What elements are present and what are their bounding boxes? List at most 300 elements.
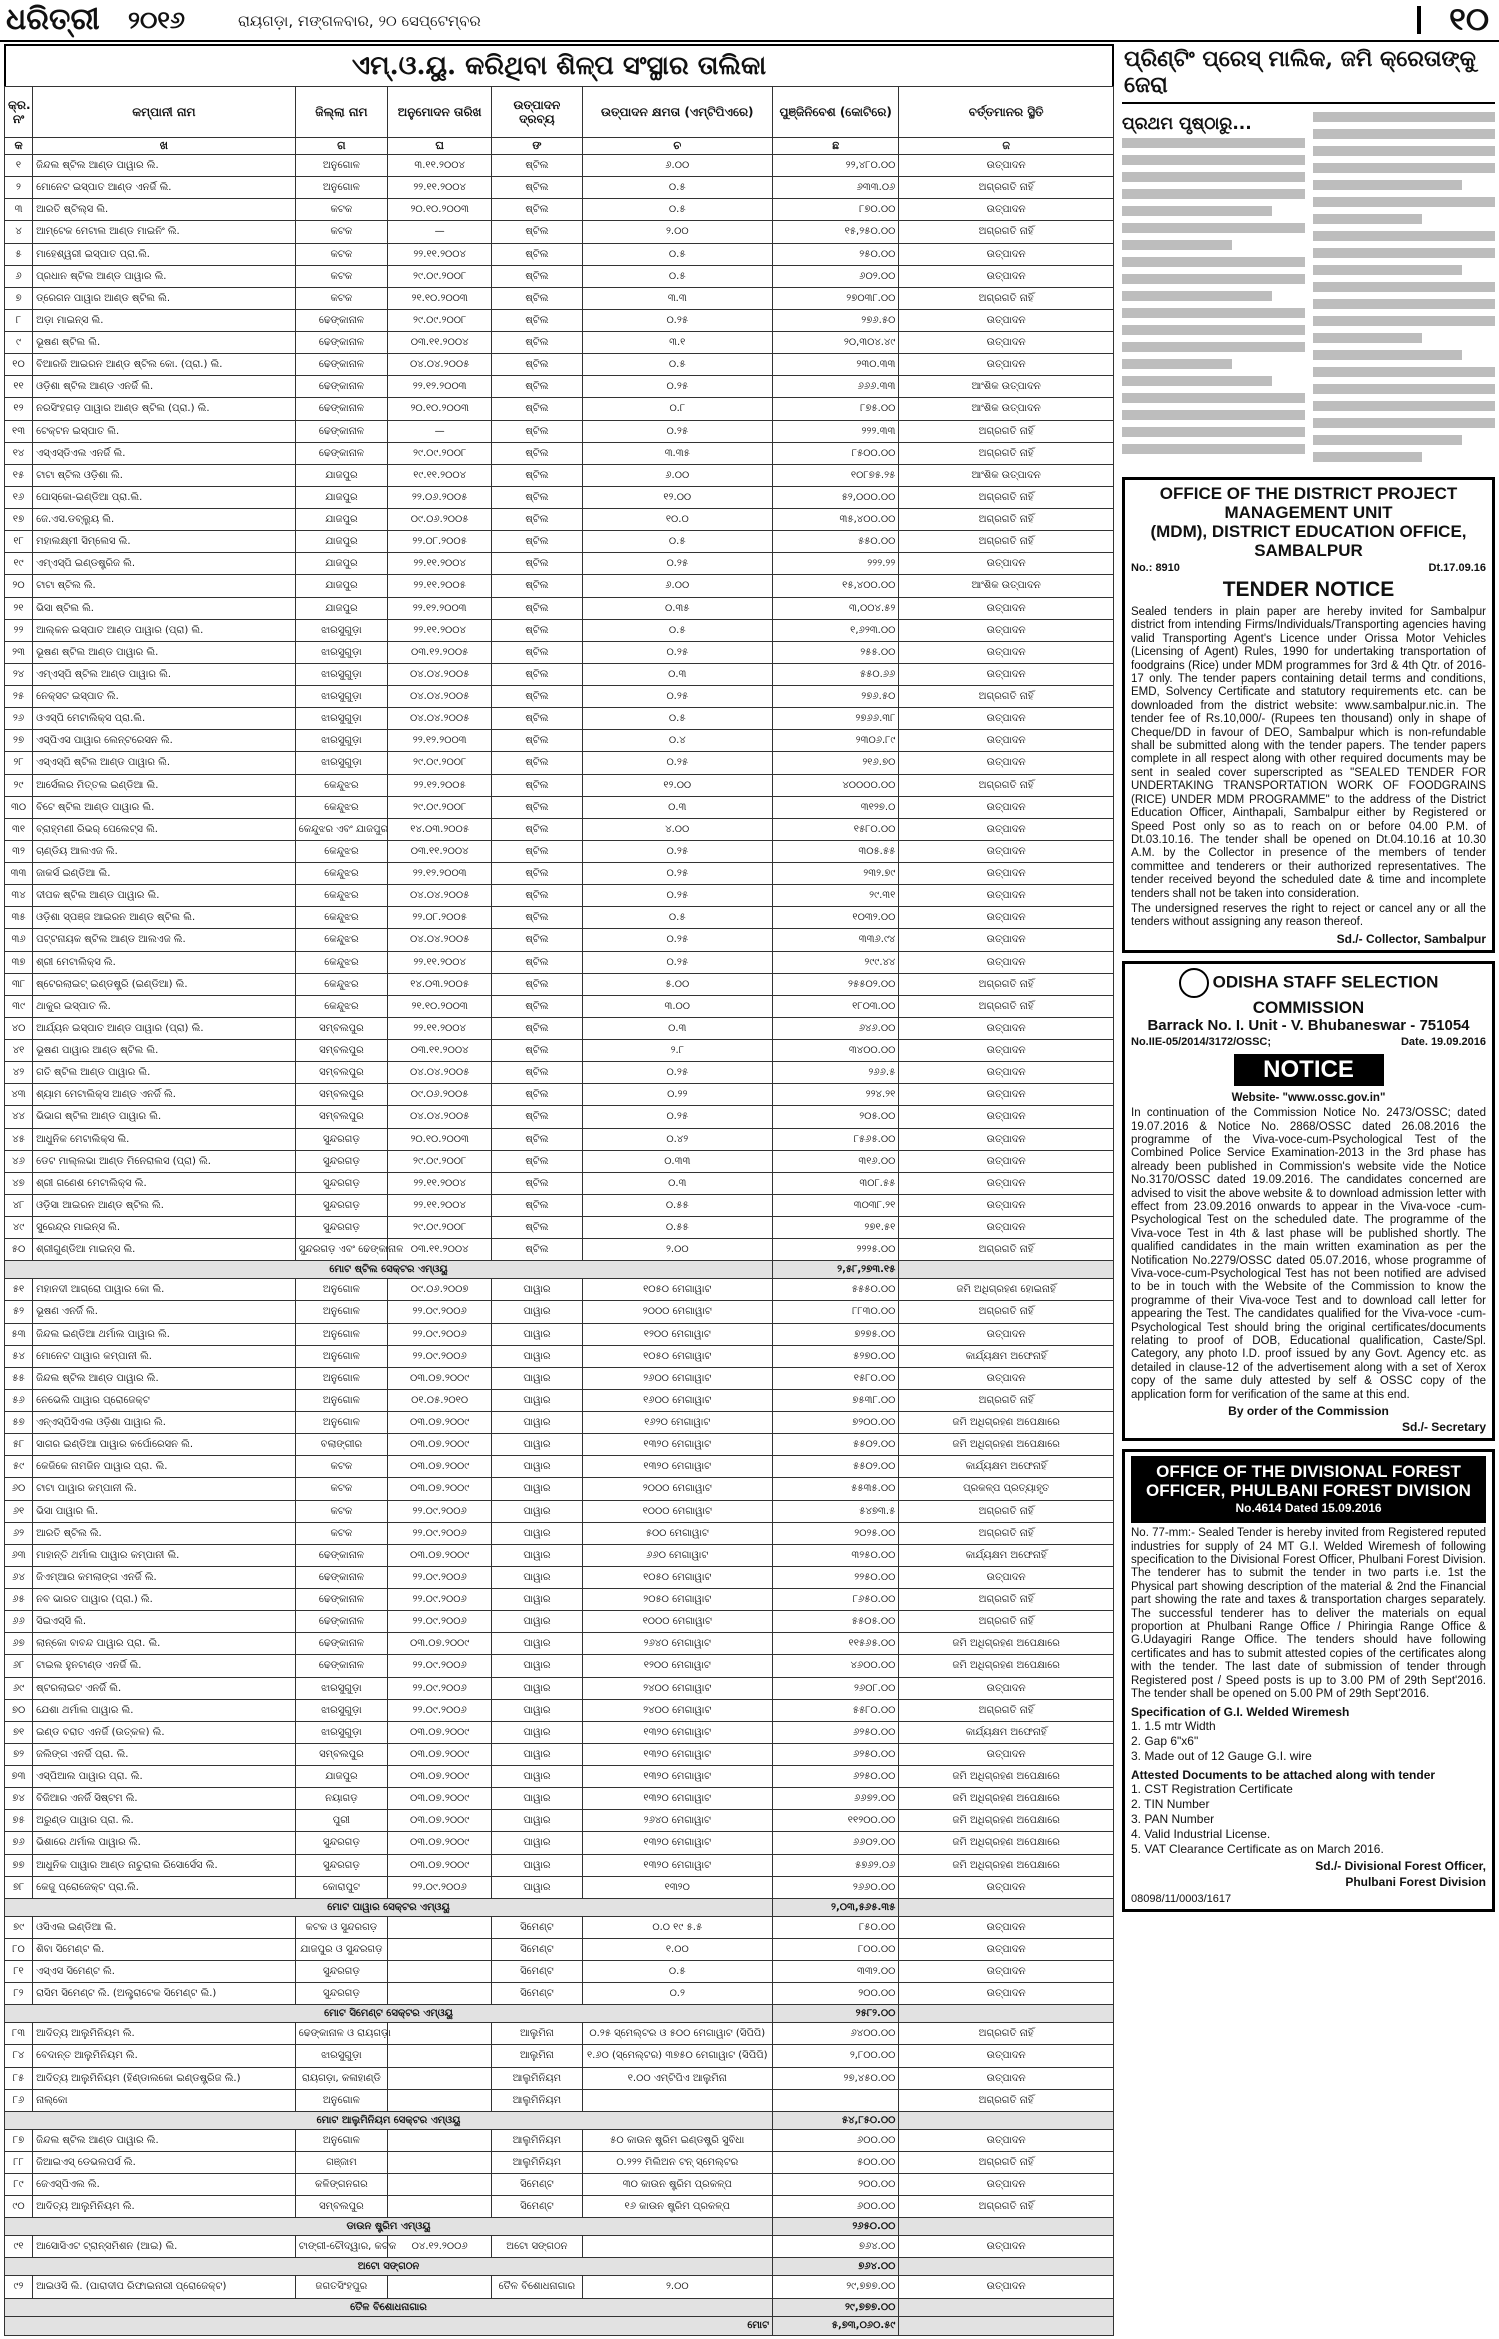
table-cell: ଏମ୍‌ଏସ୍‌ପି ଷ୍ଟିଲ ଆଣ୍ଡ ପାୱାର ଲି. — [33, 663, 296, 685]
table-cell: ମୋନେଟ ପାୱାର କମ୍ପାନୀ ଲି. — [33, 1345, 296, 1367]
table-cell: ଉତ୍ପାଦନ — [899, 1150, 1114, 1172]
table-row — [5, 1194, 1114, 1216]
subtotal-value: ୨୯,୭୭୭.୦୦ — [773, 2298, 899, 2316]
table-cell: ୮୭୦.୦୦ — [773, 199, 899, 221]
table-cell: ଷ୍ଟିଲ — [492, 885, 582, 907]
table-row — [5, 1017, 1114, 1039]
table-cell: ଆଂଶିକ ଉତ୍ପାଦନ — [899, 575, 1114, 597]
table-row — [5, 2045, 1114, 2067]
table-cell: ୨୬୬.୫ — [773, 1062, 899, 1084]
table-cell — [388, 2129, 492, 2151]
table-cell: ୨୨.୧୧.୨୦୦୪ — [388, 951, 492, 973]
table-cell — [388, 2089, 492, 2111]
table-cell: ନେଭେଲି ପାୱାର ପ୍ରୋଜେକ୍ଟ — [33, 1389, 296, 1411]
list-item: 1. CST Registration Certificate — [1131, 1782, 1293, 1797]
table-cell: ସିମେଣ୍ଟ — [492, 1983, 582, 2005]
table-cell: ସିମେଣ୍ଟ — [492, 1938, 582, 1960]
table-cell: ୮୮ — [5, 2151, 33, 2173]
table-cell: ୦.୨ — [582, 1983, 773, 2005]
table-cell: ଆଂଶିକ ଉତ୍ପାଦନ — [899, 398, 1114, 420]
table-cell: ପାୱାର — [492, 1655, 582, 1677]
table-cell: ୨୨.୦୯.୨୦୦୬ — [388, 1655, 492, 1677]
table-cell: ସୁନ୍ଦରଗଡ଼ — [295, 1172, 387, 1194]
table-cell: ୫.୦୦ — [582, 973, 773, 995]
table-cell: ୦.୩୫ — [582, 597, 773, 619]
table-cell: ଅଗ୍ରଗତି ନାହିଁ — [899, 287, 1114, 309]
article-text-line — [1122, 274, 1305, 284]
table-cell: ୨୨.୧୧.୨୦୦୪ — [388, 553, 492, 575]
table-cell: ଉତ୍ପାଦନ — [899, 265, 1114, 287]
table-cell: ପାୱାର — [492, 1743, 582, 1765]
table-cell: ୦.୫ — [582, 199, 773, 221]
table-row — [5, 663, 1114, 685]
table-cell: ଭିଭାଗ ଷ୍ଟିଲ ଆଣ୍ଡ ପାୱାର ଲି. — [33, 1106, 296, 1128]
table-cell: ୫୭ — [5, 1412, 33, 1434]
table-cell: ୩୦ କାଉନ ଷ୍ଟ୍ରିମ ପ୍ରକଳ୍ପ — [582, 2174, 773, 2196]
table-cell: ୦.୨୫ — [582, 863, 773, 885]
table-cell: ଅଗ୍ରଗତି ନାହିଁ — [899, 1699, 1114, 1721]
table-cell: ଜିଆଇଏସ୍ ଡେଭଲପର୍ସ ଲି. — [33, 2151, 296, 2173]
table-cell: ୫୨ — [5, 1301, 33, 1323]
article-text-line — [1122, 206, 1272, 216]
table-cell: ୧୪ — [5, 442, 33, 464]
table-cell: ଷ୍ଟିଲ — [492, 464, 582, 486]
table-cell: କେନ୍ଦୁଝର — [295, 796, 387, 818]
table-cell: ୨୫୫.୦୦ — [773, 641, 899, 663]
table-cell: ୬୬ — [5, 1611, 33, 1633]
table-cell: ସମ୍ବଲପୁର — [295, 1743, 387, 1765]
article-text-line — [1313, 384, 1496, 394]
table-cell: ଦୀପକ ଷ୍ଟିଲ ଆଣ୍ଡ ପାୱାର ଲି. — [33, 885, 296, 907]
table-cell: ଷ୍ଟିଲ — [492, 376, 582, 398]
table-cell: ୪୮ — [5, 1194, 33, 1216]
table-cell: ୧୬ କାଉନ ଷ୍ଟ୍ରିମ ପ୍ରକଳ୍ପ — [582, 2196, 773, 2218]
table-cell: ଉତ୍ପାଦନ — [899, 553, 1114, 575]
article-text-line — [1313, 282, 1496, 292]
table-cell: କଟକ — [295, 243, 387, 265]
table-cell: ପାୱାର — [492, 1389, 582, 1411]
table-cell: ୮୯ — [5, 2174, 33, 2196]
table-row — [5, 2023, 1114, 2045]
table-cell: ୩୧ — [5, 818, 33, 840]
table-cell: ୨୨୪.୨୧ — [773, 1084, 899, 1106]
table-cell: ୨୯ — [5, 774, 33, 796]
table-cell: ୫୫୮୦.୦୦ — [773, 1699, 899, 1721]
article-text-line — [1122, 291, 1272, 301]
table-cell: ଶ୍ରୀ ଗଣେଶ ମେଟାଲିକ୍ସ ଲି. — [33, 1172, 296, 1194]
table-cell: ଷ୍ଟିଲ — [492, 509, 582, 531]
article-text-line — [1122, 240, 1232, 250]
table-cell: ଯାଜପୁର — [295, 531, 387, 553]
table-title: ଏମ୍.ଓ.ୟୁ. କରିଥିବା ଶିଳ୍ପ ସଂସ୍ଥାର ତାଲିକା — [4, 44, 1114, 86]
table-cell: ଓଡ଼ିଶା ଷ୍ଟିଲ ଆଣ୍ଡ ଏନର୍ଜି ଲି. — [33, 376, 296, 398]
table-row — [5, 420, 1114, 442]
table-row — [5, 2236, 1114, 2258]
table-cell: ୨୨.୦୯.୨୦୦୬ — [388, 1500, 492, 1522]
table-cell: ଉତ୍ପାଦନ — [899, 1217, 1114, 1239]
table-cell: ୭ — [5, 287, 33, 309]
table-cell: ଷ୍ଟିଲ — [492, 774, 582, 796]
table-cell: ୮୫ — [5, 2067, 33, 2089]
subtotal-label: ଡାଉନ ଷ୍ଟ୍ରିମ ଏମ୍‌ଓୟୁ — [5, 2218, 773, 2236]
table-row — [5, 1279, 1114, 1301]
table-cell: ଏନ୍‌ଏସ୍‌ପିସିଏଲ ଓଡ଼ିଶା ପାୱାର ଲି. — [33, 1412, 296, 1434]
table-cell: ଷ୍ଟିଲ — [492, 199, 582, 221]
docs-list — [1131, 1782, 1486, 1857]
table-cell: ୭୬୪.୦୦ — [773, 2236, 899, 2258]
table-cell: ୦୩.୦୭.୨୦୦୯ — [388, 1810, 492, 1832]
table-row — [5, 973, 1114, 995]
table-row — [5, 1544, 1114, 1566]
table-cell: ୬୬୬.୩୩ — [773, 376, 899, 398]
subtotal-row — [5, 2258, 1114, 2276]
table-cell: ୩୪୦୦.୦୦ — [773, 1040, 899, 1062]
table-row — [5, 199, 1114, 221]
table-cell: ୨୮ — [5, 752, 33, 774]
table-cell: ଷ୍ଟିଲ — [492, 486, 582, 508]
table-row — [5, 531, 1114, 553]
table-cell: ୬.୦୦ — [582, 155, 773, 177]
table-body — [5, 155, 1114, 2336]
table-cell: ୨୨.୦୯.୨୦୦୬ — [388, 1699, 492, 1721]
table-cell: ଜମି ଅଧିଗ୍ରହଣ ଅପେକ୍ଷାରେ — [899, 1788, 1114, 1810]
table-cell: ୬୬୦ ମେଗାୱାଟ — [582, 1544, 773, 1566]
notice-body-2: The undersigned reserves the right to reject or cancel any or all the tenders without assigning any reason thereof. — [1131, 902, 1486, 929]
table-cell: ବ୍ରାହ୍ମଣୀ ରିଭର୍ ପେଲେଟ୍ସ ଲି. — [33, 818, 296, 840]
table-cell: ୨୬୦୦ ମେଗାୱାଟ — [582, 1367, 773, 1389]
table-cell: ୩୪ — [5, 885, 33, 907]
notice-code: 08098/11/0003/1617 — [1131, 1893, 1232, 1906]
table-row — [5, 1500, 1114, 1522]
table-cell: ୧୧୨୦୦.୦୦ — [773, 1810, 899, 1832]
table-cell: ୩୩୬.୯୪ — [773, 929, 899, 951]
table-cell: ୫୫୦.୬୬ — [773, 663, 899, 685]
table-cell: ୦.୫୫ — [582, 1194, 773, 1216]
table-cell: ଅଡ଼ା ମାଇନ୍ସ ଲି. — [33, 309, 296, 331]
table-cell: ୮୫୦.୦୦ — [773, 1916, 899, 1938]
article-text-line — [1122, 155, 1305, 165]
table-cell: ଏସ୍‌ଏସ୍‌ପି ଷ୍ଟିଲ ଆଣ୍ଡ ପାୱାର ଲି. — [33, 752, 296, 774]
table-cell: ପାୱାର — [492, 1367, 582, 1389]
table-row — [5, 1062, 1114, 1084]
table-cell: ୧୫୮୦.୦୦ — [773, 1367, 899, 1389]
subtotal-label: ମୋଟ ଷ୍ଟିଲ ସେକ୍ଟର ଏମ୍‌ଓୟୁ — [5, 1261, 773, 1279]
table-cell: ୨୩ — [5, 641, 33, 663]
table-cell: ଗତି ଷ୍ଟିଲ ଆଣ୍ଡ ପାୱାର ଲି. — [33, 1062, 296, 1084]
list-item: 1. 1.5 mtr Width — [1131, 1719, 1216, 1734]
table-cell: ପାୱାର — [492, 1721, 582, 1743]
table-row — [5, 1961, 1114, 1983]
table-row — [5, 951, 1114, 973]
table-cell: ୪୫ — [5, 1128, 33, 1150]
table-cell: ଉତ୍ପାଦନ — [899, 1566, 1114, 1588]
table-cell: ଜମି ଅଧିଗ୍ରହଣ ଅପେକ୍ଷାରେ — [899, 1412, 1114, 1434]
table-cell: ୨.୮ — [582, 1040, 773, 1062]
table-cell: ୯୨ — [5, 2276, 33, 2298]
notice-title: NOTICE — [1234, 1054, 1384, 1086]
column-header: ଉତ୍ପାଦନ ଦ୍ରବ୍ୟ — [492, 87, 582, 138]
table-row — [5, 177, 1114, 199]
table-cell: ୨୭୬.୫୦ — [773, 309, 899, 331]
table-row — [5, 1788, 1114, 1810]
article-text-line — [1313, 231, 1496, 241]
table-cell: ଓଏସ୍‌ପି ମେଟାଲିକ୍ସ ପ୍ରା.ଲି. — [33, 708, 296, 730]
forest-tender-notice — [1122, 1449, 1495, 1912]
table-cell: ଷ୍ଟିଲ — [492, 398, 582, 420]
table-cell: ନୟାଗଡ଼ — [295, 1788, 387, 1810]
table-cell: ଉତ୍ପାଦନ — [899, 2276, 1114, 2298]
subtotal-label: ମୋଟ ଆଲୁମିନିୟମ ସେକ୍ଟର ଏମ୍‌ଓୟୁ — [5, 2111, 773, 2129]
table-cell: ଝାରସୁଗୁଡ଼ା — [295, 1699, 387, 1721]
table-cell: ଅଟୋ ସଙ୍ଗଠନ — [492, 2236, 582, 2258]
table-cell: ଷ୍ଟିଲ — [492, 863, 582, 885]
table-cell: ସୁନ୍ଦରଗଡ଼ — [295, 1961, 387, 1983]
table-cell — [582, 2089, 773, 2111]
table-cell: ୧୦.୦ — [582, 509, 773, 531]
table-row — [5, 509, 1114, 531]
table-cell: ଶିବା ସିମେଣ୍ଟ ଲି. — [33, 1938, 296, 1960]
table-row — [5, 1040, 1114, 1062]
notice-header — [1131, 968, 1486, 1017]
table-cell: ଷ୍ଟିଲ — [492, 1040, 582, 1062]
table-row — [5, 1412, 1114, 1434]
table-cell: ଯାଜପୁର — [295, 575, 387, 597]
table-cell: ଉତ୍ପାଦନ — [899, 1743, 1114, 1765]
table-cell: ୬୪୬.୦୦ — [773, 1017, 899, 1039]
table-cell: ୨୪୦୦ ମେଗାୱାଟ — [582, 1677, 773, 1699]
table-cell: ୨.୦୦ — [582, 2276, 773, 2298]
table-row — [5, 1434, 1114, 1456]
table-cell: ଷ୍ଟିଲ — [492, 553, 582, 575]
table-cell: ଷ୍ଟିଲ — [492, 442, 582, 464]
table-cell: କେନ୍ଦୁଝର — [295, 929, 387, 951]
table-cell: ଝାରସୁଗୁଡ଼ା — [295, 663, 387, 685]
table-cell: କାର୍ଯ୍ୟକ୍ଷମ ଅଫେନାହିଁ — [899, 1544, 1114, 1566]
table-cell: ୫୯ — [5, 1456, 33, 1478]
table-letter-row — [5, 138, 1114, 155]
table-cell: ଜମି ଅଧିଗ୍ରହଣ ଅପେକ୍ଷାରେ — [899, 1854, 1114, 1876]
table-row — [5, 1239, 1114, 1261]
article-text-line — [1313, 214, 1423, 224]
table-cell: ୮୭୫.୦୦ — [773, 398, 899, 420]
table-cell: ୦.୨୫ — [582, 951, 773, 973]
table-row — [5, 354, 1114, 376]
notice-website: Website- "www.ossc.gov.in" — [1231, 1091, 1386, 1104]
table-cell: ୨୦୫୦ ମେଗାୱାଟ — [582, 1589, 773, 1611]
table-cell: ୬୧ — [5, 1500, 33, 1522]
table-cell: ୨୨,୪୮୦.୦୦ — [773, 155, 899, 177]
table-cell: ୦୩.୦୭.୨୦୦୯ — [388, 1854, 492, 1876]
table-cell: ୭୩ — [5, 1766, 33, 1788]
table-cell: ଉତ୍ପାଦନ — [899, 885, 1114, 907]
table-cell: ୩୯ — [5, 995, 33, 1017]
article-continued: ପ୍ରଥମ ପୃଷ୍ଠାରୁ... — [1122, 114, 1252, 134]
table-row — [5, 486, 1114, 508]
table-row — [5, 376, 1114, 398]
table-cell — [899, 2005, 1114, 2023]
table-cell: ଅରୁଣ୍ଡ ପାୱାର ପ୍ରା. ଲି. — [33, 1810, 296, 1832]
table-cell: ୨୫ — [5, 686, 33, 708]
table-cell: ଯାଜପୁର — [295, 553, 387, 575]
table-cell: ୦.୨୫ — [582, 420, 773, 442]
table-cell: ମାହାନ୍ତି ଥର୍ମାଲ ପାୱାର କମ୍ପାନୀ ଲି. — [33, 1544, 296, 1566]
table-cell: ଢେଙ୍କାନାଳ — [295, 1655, 387, 1677]
table-row — [5, 1743, 1114, 1765]
column-header: ଜିଲ୍ଲା ନାମ — [295, 87, 387, 138]
table-row — [5, 1217, 1114, 1239]
table-cell: ୦୩.୦୭.୨୦୦୯ — [388, 1412, 492, 1434]
subtotal-row — [5, 2298, 1114, 2316]
table-cell: ଉତ୍ପାଦନ — [899, 951, 1114, 973]
table-cell: ୩୦ — [5, 796, 33, 818]
table-cell: ଉତ୍ପାଦନ — [899, 1961, 1114, 1983]
table-cell: ଆଲୁମିନା — [492, 2045, 582, 2067]
table-cell: ଅଗ୍ରଗତି ନାହିଁ — [899, 2196, 1114, 2218]
table-cell: ୨୯.୦୯.୨୦୦୮ — [388, 309, 492, 331]
table-cell: ୪୬ — [5, 1150, 33, 1172]
table-cell: ୦.୩ — [582, 663, 773, 685]
table-cell: ଅଗ୍ରଗତି ନାହିଁ — [899, 774, 1114, 796]
table-cell: ପୁରୀ — [295, 1810, 387, 1832]
table-cell: ଜମି ଅଧିଗ୍ରହଣ ଅପେକ୍ଷାରେ — [899, 1832, 1114, 1854]
table-cell: ୭୨୦୦.୦୦ — [773, 1412, 899, 1434]
table-cell: ଅଗ୍ରଗତି ନାହିଁ — [899, 420, 1114, 442]
table-cell: ୫୫ — [5, 1367, 33, 1389]
table-cell: ୧୦୦୦ ମେଗାୱାଟ — [582, 1611, 773, 1633]
table-cell: ଉତ୍ପାଦନ — [899, 1876, 1114, 1898]
table-cell: ୧୫୮୦.୦୦ — [773, 818, 899, 840]
table-cell: ୨୨.୦୯.୨୦୦୬ — [388, 1301, 492, 1323]
table-row — [5, 309, 1114, 331]
table-cell: ଉତ୍ପାଦନ — [899, 1062, 1114, 1084]
table-cell: ଷ୍ଟିଲ — [492, 265, 582, 287]
table-cell: ୨୨.୧୨.୨୦୦୩ — [388, 730, 492, 752]
table-cell: ୦୩.୧୧.୨୦୦୪ — [388, 1239, 492, 1261]
table-row — [5, 1699, 1114, 1721]
table-cell: ଜିନ୍ଦଲ ଇଣ୍ଡିଆ ଥର୍ମାଲ ପାୱାର ଲି. — [33, 1323, 296, 1345]
table-cell: ଟେକ୍‌ଟନ ଇସ୍ପାତ ଲି. — [33, 420, 296, 442]
table-cell: ଷ୍ଟିଲ — [492, 531, 582, 553]
table-cell: ଝାରସୁଗୁଡ଼ା — [295, 708, 387, 730]
table-cell: ୦୩.୦୭.୨୦୦୯ — [388, 1434, 492, 1456]
table-cell: ୦.୮ — [582, 398, 773, 420]
table-cell: ଉତ୍ପାଦନ — [899, 752, 1114, 774]
table-cell: ୩୭ — [5, 951, 33, 973]
list-item: 3. PAN Number — [1131, 1812, 1215, 1827]
table-cell: ୩୬ — [5, 929, 33, 951]
table-cell: ଷ୍ଟିଲ — [492, 420, 582, 442]
table-cell: ଏସ୍‌ଏସ୍‌ଡିଏଲ ଏନର୍ଜି ଲି. — [33, 442, 296, 464]
table-cell: ସମ୍ବଲପୁର — [295, 2196, 387, 2218]
table-row — [5, 686, 1114, 708]
table-cell: ଆଂଶିକ ଉତ୍ପାଦନ — [899, 464, 1114, 486]
table-cell: ଇଣ୍ଡ ବରାତ ଏନର୍ଜି (ଉତ୍କଳ) ଲି. — [33, 1721, 296, 1743]
table-cell: ପାୱାର — [492, 1500, 582, 1522]
table-cell: ୦୩.୧୧.୨୦୦୪ — [388, 840, 492, 862]
table-cell: ଉତ୍ପାଦନ — [899, 796, 1114, 818]
table-cell: ୩୦୩୮.୨୧ — [773, 1194, 899, 1216]
table-cell: ଆରତି ଷ୍ଟିଲ ଲି. — [33, 1522, 296, 1544]
table-cell: ୦.୫ — [582, 907, 773, 929]
table-cell: ୬୪ — [5, 1566, 33, 1588]
article-text-lines — [1313, 112, 1496, 462]
table-cell: ୩୩୨.୦୦ — [773, 1961, 899, 1983]
table-cell: ଢେଙ୍କାନାଳ — [295, 1589, 387, 1611]
table-cell: ୧୦୩୨.୦୦ — [773, 907, 899, 929]
table-cell: ୧୫,୪୦୦.୦୦ — [773, 575, 899, 597]
table-cell: ୬୨ — [5, 1522, 33, 1544]
table-cell: କଟକ ଓ ସୁନ୍ଦରଗଡ଼ — [295, 1916, 387, 1938]
table-row — [5, 2174, 1114, 2196]
table-cell: ମାହେଶ୍ୱରୀ ଇସ୍ପାତ ପ୍ରା.ଲି. — [33, 243, 296, 265]
table-cell: ବିଟେ ଷ୍ଟିଲ ଆଣ୍ଡ ପାୱାର ଲି. — [33, 796, 296, 818]
table-cell: ଉତ୍ପାଦନ — [899, 1106, 1114, 1128]
table-cell: ଉତ୍ପାଦନ — [899, 332, 1114, 354]
table-cell: କେନ୍ଦୁଝର — [295, 973, 387, 995]
table-cell: ୭୫ — [5, 1810, 33, 1832]
table-cell: ପାୱାର — [492, 1522, 582, 1544]
table-cell: ୨୨.୧୧.୨୦୦୫ — [388, 575, 492, 597]
table-cell: ଉତ୍ପାଦନ — [899, 597, 1114, 619]
table-cell: ୦୪.୦୪.୨୦୦୫ — [388, 1106, 492, 1128]
page-number-bar — [1417, 6, 1421, 34]
article-column-1 — [1122, 108, 1305, 469]
table-row — [5, 2129, 1114, 2151]
table-cell: ଉତ୍ପାଦନ — [899, 243, 1114, 265]
table-cell: ୩.୧ — [582, 332, 773, 354]
notice-header-2: OFFICER, PHULBANI FOREST DIVISION — [1146, 1481, 1471, 1501]
notice-title: TENDER NOTICE — [1222, 578, 1395, 601]
right-column — [1122, 44, 1495, 2336]
table-cell: ଢେଙ୍କାନାଳ — [295, 332, 387, 354]
table-row — [5, 1854, 1114, 1876]
table-row — [5, 619, 1114, 641]
table-cell: ଷ୍ଟିଲ — [492, 354, 582, 376]
table-cell: ୧୩୨୦ ମେଗାୱାଟ — [582, 1832, 773, 1854]
table-cell: ୦୩.୦୭.୨୦୦୯ — [388, 1633, 492, 1655]
table-row — [5, 1566, 1114, 1588]
article-text-line — [1122, 172, 1305, 182]
table-cell: ଏମ୍‌ଏସ୍‌ପି ଇଣ୍ଡଷ୍ଟ୍ରିଜ ଲି. — [33, 553, 296, 575]
table-cell: ୬୩ — [5, 1544, 33, 1566]
table-cell: ଚାଣ୍ଡିୟ ଆଲଏଜ ଲି. — [33, 840, 296, 862]
article-text-line — [1313, 299, 1496, 309]
table-cell: ସମ୍ବଲପୁର — [295, 1084, 387, 1106]
table-cell: ୧୩୨୦ — [582, 1876, 773, 1898]
table-cell: ୧୩୨୦ ମେଗାୱାଟ — [582, 1721, 773, 1743]
article-text-line — [1122, 325, 1305, 335]
table-cell: ଭିସା ପାୱାର ଲି. — [33, 1500, 296, 1522]
notice-signature-2: Phulbani Forest Division — [1345, 1875, 1486, 1890]
table-cell: ଲାନ୍‌କୋ ବାବନ୍ଦ ପାୱାର ପ୍ରା. ଲି. — [33, 1633, 296, 1655]
table-cell: ଅଗ୍ରଗତି ନାହିଁ — [899, 1301, 1114, 1323]
table-cell: ୨୯.୩୧ — [773, 885, 899, 907]
table-cell: ସୁରେନ୍ଦ୍ର ମାଇନ୍ସ ଲି. — [33, 1217, 296, 1239]
table-row — [5, 796, 1114, 818]
article-text-line — [1313, 401, 1496, 411]
table-cell: ୬୨୫୦.୦୦ — [773, 1766, 899, 1788]
table-cell: ୧୩୨୦ ମେଗାୱାଟ — [582, 1434, 773, 1456]
table-cell: ଆଧୁନିକ ମେଟାଲିକ୍ସ ଲି. — [33, 1128, 296, 1150]
table-cell: ପାୱାର — [492, 1611, 582, 1633]
table-cell: ଷ୍ଟିଲ — [492, 619, 582, 641]
table-cell: ୧,୬୨୩.୦୦ — [773, 619, 899, 641]
table-cell: ସମ୍ବଲପୁର — [295, 1106, 387, 1128]
table-cell: ୧୩୨୦ ମେଗାୱାଟ — [582, 1788, 773, 1810]
table-cell: ୨୨.୦୯.୨୦୦୬ — [388, 1566, 492, 1588]
table-row — [5, 1983, 1114, 2005]
table-cell: ଷ୍ଟିଲ — [492, 663, 582, 685]
